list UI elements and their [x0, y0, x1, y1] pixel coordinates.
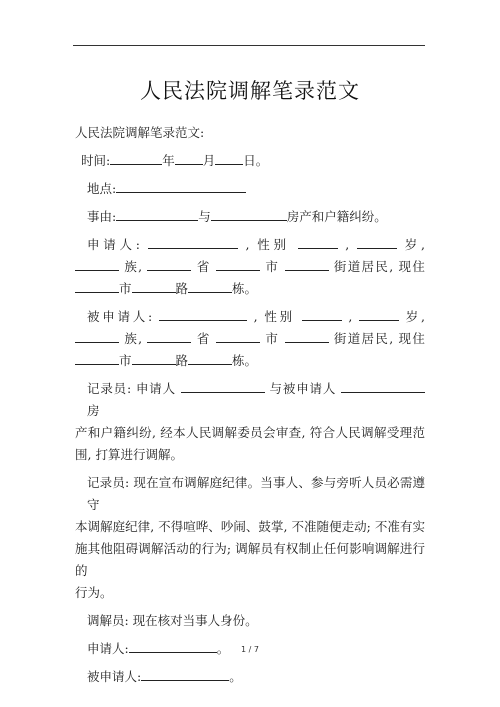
applicant-building-blank	[188, 279, 232, 293]
respondent-road-label: 路	[175, 353, 189, 368]
place-blank	[116, 179, 246, 193]
applicant-street-label: 街道居民, 现住	[333, 259, 425, 274]
respondent-city2-blank	[75, 351, 119, 365]
respondent-line-2	[75, 328, 425, 350]
applicant-city-blank	[216, 257, 260, 271]
applicant-sex-blank	[298, 235, 338, 249]
matter-with: 与	[198, 209, 211, 224]
recorder2-line-4: 行为。	[75, 585, 113, 600]
applicant-line-2	[75, 256, 425, 278]
recorder1-post: 房	[87, 403, 100, 418]
recorder1-mid: 与被申请人	[269, 381, 337, 396]
recorder-paragraph-1	[75, 378, 425, 466]
matter-party1-blank	[116, 207, 198, 221]
place-label: 地点:	[87, 181, 117, 196]
time-label: 时间:	[81, 153, 111, 168]
applicant-line-3	[75, 278, 425, 300]
document-body	[75, 122, 425, 688]
respondent-label: 被申请人:	[87, 309, 153, 324]
applicant-building-label: 栋。	[232, 281, 258, 296]
matter-label: 事由:	[87, 209, 117, 224]
recorder1-line-1	[75, 378, 425, 422]
applicant-street-blank	[285, 257, 329, 271]
respondent-confirm-label: 被申请人:	[87, 669, 142, 684]
recorder2-line-1: 记录员: 现在宣布调解庭纪律。当事人、参与旁听人员必需遵守	[87, 475, 425, 512]
applicant-confirm-label: 申请人:	[87, 641, 129, 656]
applicant-city2-blank	[75, 279, 119, 293]
recorder2-line-3: 施其他阻碍调解活动的行为; 调解员有权制止任何影响调解进行的	[75, 541, 425, 578]
respondent-comma: ,	[348, 309, 353, 324]
intro-line	[75, 122, 425, 144]
time-line	[75, 150, 425, 172]
respondent-confirm-end: 。	[229, 669, 242, 684]
respondent-street-blank	[285, 329, 329, 343]
applicant-ethnic-blank	[75, 257, 119, 271]
respondent-road-blank	[132, 351, 176, 365]
applicant-province-blank	[147, 257, 191, 271]
respondent-province-label: 省	[196, 331, 211, 346]
applicant-confirm-end: 。	[216, 641, 230, 656]
respondent-sex-blank	[302, 307, 342, 321]
applicant-age-label: 岁,	[404, 237, 425, 252]
recorder1-line-3: 围, 打算进行调解。	[75, 447, 183, 462]
applicant-city-label: 市	[265, 259, 280, 274]
day-label: 日。	[243, 153, 269, 168]
applicant-province-label: 省	[196, 259, 211, 274]
mediator-line: 调解员: 现在核对当事人身份。	[87, 613, 258, 628]
applicant-sex-label: , 性别	[245, 237, 290, 252]
respondent-confirm-line	[75, 666, 425, 688]
recorder1-pre: 记录员: 申请人	[87, 381, 176, 396]
place-line	[75, 178, 425, 200]
page-number: 1 / 7	[241, 645, 259, 654]
respondent-province-blank	[147, 329, 191, 343]
respondent-city-blank	[216, 329, 260, 343]
respondent-street-label: 街道居民, 现住	[333, 331, 425, 346]
respondent-age-blank	[359, 307, 399, 321]
year-blank	[110, 151, 162, 165]
month-label: 月	[202, 153, 216, 168]
recorder1-applicant-blank	[181, 379, 265, 393]
matter-suffix: 房产和户籍纠纷。	[286, 209, 387, 224]
recorder2-line-2: 本调解庭纪律, 不得喧哗、吵闹、鼓掌, 不准随便走动; 不准有实	[75, 519, 425, 534]
month-blank	[175, 151, 203, 165]
recorder1-line-2: 产和户籍纠纷, 经本人民调解委员会审查, 符合人民调解受理范	[75, 425, 425, 440]
respondent-ethnic-blank	[75, 329, 119, 343]
document-title: 人民法院调解笔录范文	[140, 79, 360, 103]
applicant-road-blank	[132, 279, 176, 293]
respondent-name-blank	[159, 307, 247, 321]
year-label: 年	[162, 153, 175, 168]
applicant-ethnic-label: 族,	[124, 259, 143, 274]
respondent-building-blank	[188, 351, 232, 365]
applicant-city2-label: 市	[119, 281, 132, 296]
respondent-city2-label: 市	[119, 353, 132, 368]
intro-text: 人民法院调解笔录范文:	[75, 125, 205, 140]
respondent-confirm-blank	[141, 667, 229, 681]
matter-party2-blank	[211, 207, 287, 221]
respondent-line-3	[75, 350, 425, 372]
recorder1-respondent-blank	[341, 379, 425, 393]
applicant-name-blank	[148, 235, 238, 249]
respondent-city-label: 市	[265, 331, 280, 346]
respondent-line-1	[75, 306, 425, 328]
applicant-road-label: 路	[175, 281, 189, 296]
applicant-line-1	[75, 234, 425, 256]
applicant-age-blank	[357, 235, 397, 249]
matter-line	[75, 206, 425, 228]
applicant-paragraph	[75, 234, 425, 300]
applicant-label: 申请人:	[87, 237, 141, 252]
day-blank	[215, 151, 243, 165]
respondent-paragraph	[75, 306, 425, 372]
applicant-comma: ,	[345, 237, 350, 252]
respondent-age-label: 岁,	[405, 309, 426, 324]
respondent-sex-label: , 性别	[253, 309, 295, 324]
header-rule	[73, 45, 425, 46]
recorder-paragraph-2	[75, 472, 425, 604]
respondent-ethnic-label: 族,	[124, 331, 143, 346]
respondent-building-label: 栋。	[232, 353, 258, 368]
